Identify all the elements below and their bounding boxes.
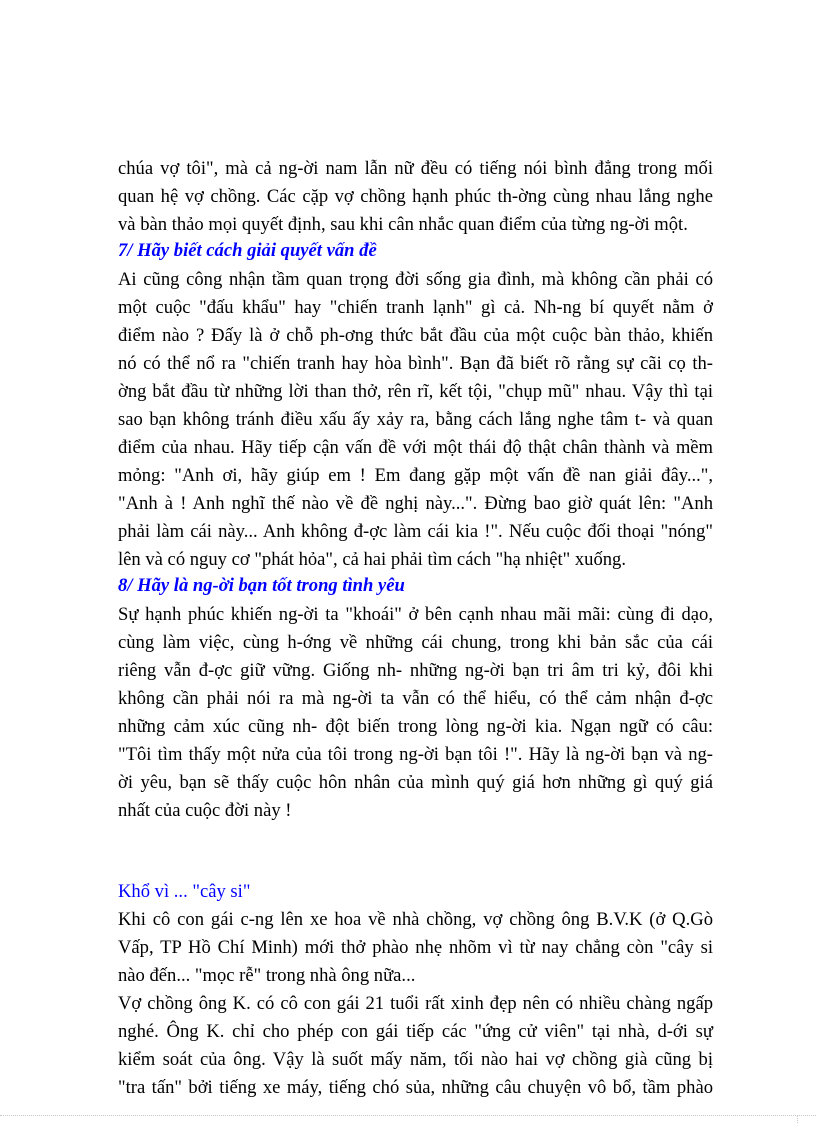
text-line: sao bạn không tránh điều xấu ấy xảy ra, bằng cách lắng nghe tâm t- và quan <box>118 409 713 430</box>
page-boundary-line <box>0 1115 816 1116</box>
text-line: điểm nào ? Đấy là ở chỗ ph-ơng thức bắt đầu của một cuộc bàn thảo, khiến <box>118 325 713 346</box>
text-line: nhất của cuộc đời này ! <box>118 800 292 821</box>
text-line: riêng vẫn đ-ợc giữ vững. Giống nh- những ng-ời bạn tri âm tri kỷ, đôi khi <box>118 660 713 681</box>
section-heading-7: 7/ Hãy biết cách giải quyết vấn đề <box>118 240 377 261</box>
text-line: ời yêu, bạn sẽ thấy cuộc hôn nhân của mình quý giá hơn những gì quý giá <box>118 772 713 793</box>
text-line: điểm của nhau. Hãy tiếp cận vấn đề với một thái độ thật chân thành và mềm <box>118 437 713 458</box>
text-line: nó có thể nổ ra "chiến tranh hay hòa bình". Bạn đã biết rõ rằng sự cãi cọ th- <box>118 353 713 374</box>
text-line: Khi cô con gái c-ng lên xe hoa về nhà chồng, vợ chồng ông B.V.K (ở Q.Gò <box>118 909 713 930</box>
text-line: Sự hạnh phúc khiến ng-ời ta "khoái" ở bên cạnh nhau mãi mãi: cùng đi dạo, <box>118 604 713 625</box>
text-line: lên và có nguy cơ "phát hỏa", cả hai phải tìm cách "hạ nhiệt" xuống. <box>118 549 626 570</box>
text-line: "Tôi tìm thấy một nửa của tôi trong ng-ời bạn tôi !". Hãy là ng-ời bạn và ng- <box>118 744 713 765</box>
text-line: "Anh à ! Anh nghĩ thế nào về đề nghị này...". Đừng bao giờ quát lên: "Anh <box>118 493 713 514</box>
text-line: Vợ chồng ông K. có cô con gái 21 tuổi rất xinh đẹp nên có nhiều chàng ngấp <box>118 993 713 1014</box>
text-line: Vấp, TP Hồ Chí Minh) mới thở phào nhẹ nhõm vì từ nay chẳng còn "cây si <box>118 937 713 958</box>
text-line: mỏng: "Anh ơi, hãy giúp em ! Em đang gặp một vấn đề nan giải đây...", <box>118 465 713 486</box>
text-line: nào đến... "mọc rễ" trong nhà ông nữa... <box>118 965 416 986</box>
section-heading-8: 8/ Hãy là ng-ời bạn tốt trong tình yêu <box>118 575 405 596</box>
text-line: chúa vợ tôi", mà cả ng-ời nam lẫn nữ đều có tiếng nói bình đẳng trong mối <box>118 158 713 179</box>
text-line: ờng bắt đầu từ những lời than thở, rên rĩ, kết tội, "chụp mũ" nhau. Vậy thì tại <box>118 381 713 402</box>
text-line: nghé. Ông K. chỉ cho phép con gái tiếp các "ứng cử viên" tại nhà, d-ới sự <box>118 1021 713 1042</box>
text-line: Ai cũng công nhận tầm quan trọng đời sống gia đình, mà không cần phải có <box>118 269 713 290</box>
text-line: quan hệ vợ chồng. Các cặp vợ chồng hạnh phúc th-ờng cùng nhau lắng nghe <box>118 186 713 207</box>
text-line: cùng làm việc, cùng h-ớng về những cái chung, trong khi bản sắc của cái <box>118 632 713 653</box>
text-line: và bàn thảo mọi quyết định, sau khi cân nhắc quan điểm của từng ng-ời một. <box>118 214 688 235</box>
text-line: không cần phải nói ra mà ng-ời ta vẫn có thể hiểu, có thể cảm nhận đ-ợc <box>118 688 713 709</box>
text-line: một cuộc "đấu khẩu" hay "chiến tranh lạnh" gì cả. Nh-ng bí quyết nằm ở <box>118 297 713 318</box>
page-corner-mark <box>797 1115 798 1123</box>
text-line: "tra tấn" bởi tiếng xe máy, tiếng chó sủa, những câu chuyện vô bổ, tầm phào <box>118 1077 713 1098</box>
text-line: phải làm cái này... Anh không đ-ợc làm cái kia !". Nếu cuộc đối thoại "nóng" <box>118 521 713 542</box>
article-title: Khổ vì ... "cây si" <box>118 881 251 902</box>
text-line: kiểm soát của ông. Vậy là suốt mấy năm, tối nào hai vợ chồng già cũng bị <box>118 1049 713 1070</box>
text-line: những cảm xúc cũng nh- đột biến trong lòng ng-ời kia. Ngạn ngữ có câu: <box>118 716 713 737</box>
